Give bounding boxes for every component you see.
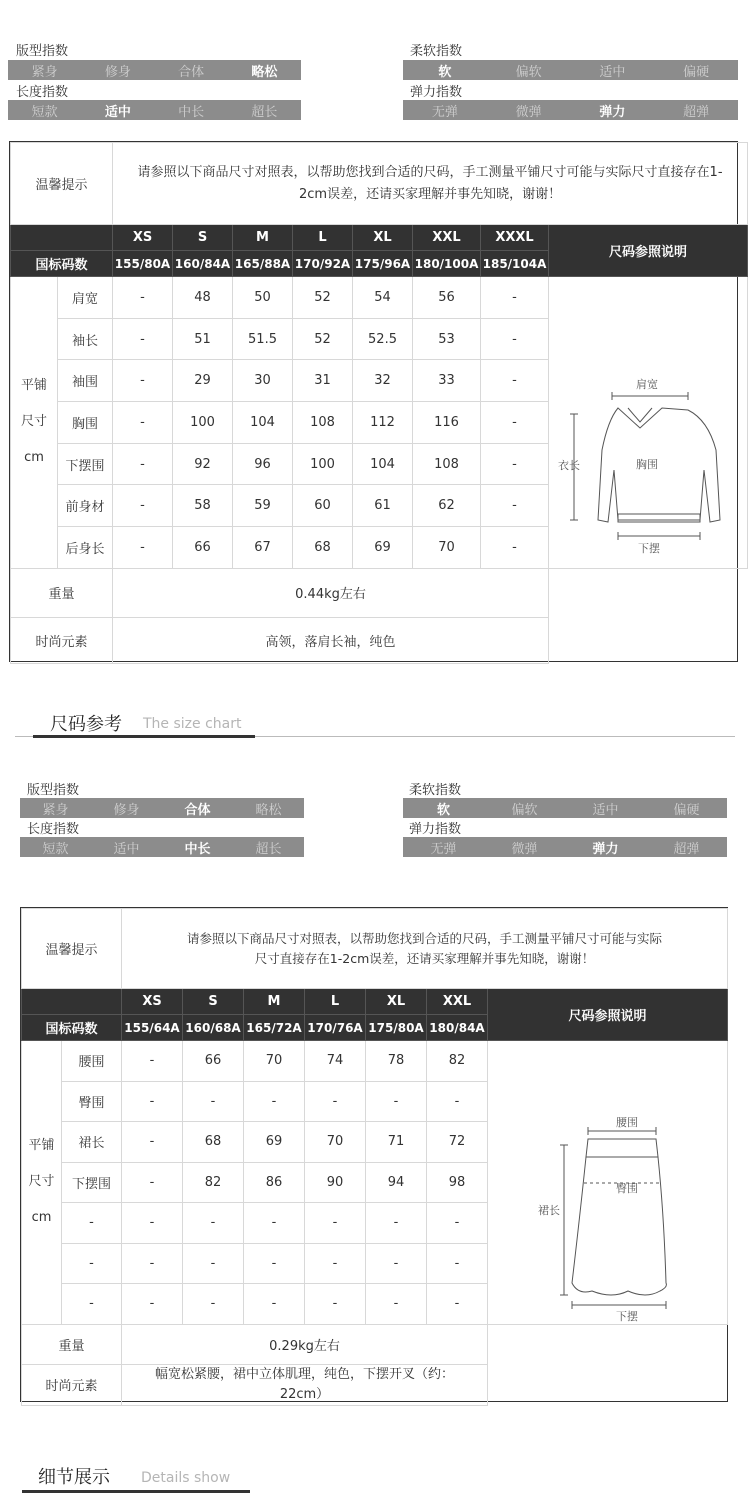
size-value-cell: -	[183, 1284, 244, 1325]
size-value-cell: -	[122, 1122, 183, 1163]
size-value-cell: 96	[233, 443, 293, 485]
size-value-cell: -	[113, 443, 173, 485]
bottom-length-bar	[20, 837, 304, 857]
row-name: 下摆围	[58, 443, 113, 485]
size-value-cell: -	[113, 277, 173, 319]
size-value-cell: 108	[293, 402, 353, 444]
index-option: 短款	[42, 841, 69, 857]
section-details-subtitle: Details show	[141, 1470, 231, 1486]
index-option: 超长	[255, 841, 282, 857]
size-value-cell: -	[427, 1284, 488, 1325]
size-value-cell: 72	[427, 1122, 488, 1163]
size-value-cell: -	[244, 1203, 305, 1244]
index-option: 偏硬	[683, 64, 710, 80]
size-value-cell: 70	[244, 1041, 305, 1082]
top-header-empty	[11, 225, 113, 251]
size-value-cell: 104	[233, 402, 293, 444]
size-value-cell: 68	[293, 527, 353, 569]
top-fit-bar	[8, 60, 301, 80]
size-value-cell: 70	[413, 527, 481, 569]
size-value-cell: -	[366, 1203, 427, 1244]
size-value-cell: -	[122, 1041, 183, 1082]
table-row	[11, 277, 748, 319]
bottom-style-value	[122, 1364, 488, 1405]
size-value-cell: -	[305, 1284, 366, 1325]
bottom-size-s: S	[183, 989, 244, 1015]
size-value-cell: -	[366, 1284, 427, 1325]
size-value-cell: 54	[353, 277, 413, 319]
flat-size-label-line: 平铺	[20, 378, 47, 394]
size-value-cell: 29	[173, 360, 233, 402]
bottom-size-xxl: XXL	[427, 989, 488, 1015]
size-value-cell: -	[113, 402, 173, 444]
size-value-cell: 52	[293, 277, 353, 319]
size-value-cell: -	[122, 1243, 183, 1284]
index-option: 略松	[255, 802, 282, 818]
size-value-cell: 82	[183, 1162, 244, 1203]
index-option: 软	[438, 64, 452, 80]
size-value-cell: -	[122, 1081, 183, 1122]
diagram-length-label: 衣长	[558, 459, 580, 472]
size-value-cell: 48	[173, 277, 233, 319]
size-value-cell: 78	[366, 1041, 427, 1082]
size-value-cell: 67	[233, 527, 293, 569]
bottom-tip-text	[122, 909, 728, 989]
size-value-cell: -	[244, 1243, 305, 1284]
row-name: 胸围	[58, 402, 113, 444]
size-value-cell: 82	[427, 1041, 488, 1082]
bottom-size-l: L	[305, 989, 366, 1015]
size-value-cell: 116	[413, 402, 481, 444]
top-national-m: 165/88A	[233, 251, 293, 277]
size-value-cell: 51.5	[233, 318, 293, 360]
bottom-national-xs: 155/64A	[122, 1015, 183, 1041]
size-value-cell: -	[113, 318, 173, 360]
diagram-skirt-length-label: 裙长	[538, 1204, 560, 1217]
top-national-l: 170/92A	[293, 251, 353, 277]
top-guide-label: 尺码参照说明	[549, 225, 748, 277]
bottom-national-l: 170/76A	[305, 1015, 366, 1041]
size-value-cell: -	[305, 1203, 366, 1244]
bottom-fit-label: 版型指数	[27, 783, 80, 798]
size-value-cell: -	[481, 402, 549, 444]
bottom-tip-line2: 尺寸直接存在1-2cm误差，还请买家理解并事先知晓，谢谢！	[254, 950, 595, 966]
top-national-xl: 175/96A	[353, 251, 413, 277]
top-length-bar	[8, 100, 301, 120]
size-value-cell: 53	[413, 318, 481, 360]
index-option: 偏软	[511, 802, 538, 818]
bottom-guide-label: 尺码参照说明	[488, 989, 728, 1041]
size-value-cell: 52.5	[353, 318, 413, 360]
top-size-s: S	[173, 225, 233, 251]
bottom-size-xl: XL	[366, 989, 427, 1015]
table-row	[22, 1041, 728, 1082]
size-value-cell: 31	[293, 360, 353, 402]
size-value-cell: 52	[293, 318, 353, 360]
top-style-label: 时尚元素	[11, 617, 113, 663]
index-option: 略松	[251, 64, 278, 80]
index-option: 弹力	[599, 104, 626, 120]
top-national-xxxl: 185/104A	[481, 251, 549, 277]
top-fit-label: 版型指数	[16, 44, 69, 59]
size-value-cell: -	[481, 527, 549, 569]
top-weight-value: 0.44kg左右	[113, 568, 549, 617]
size-value-cell: 68	[183, 1122, 244, 1163]
size-value-cell: -	[183, 1243, 244, 1284]
size-value-cell: 69	[353, 527, 413, 569]
bottom-soft-bar	[403, 798, 727, 818]
size-value-cell: 98	[427, 1162, 488, 1203]
size-value-cell: -	[113, 360, 173, 402]
size-value-cell: 90	[305, 1162, 366, 1203]
size-value-cell: 70	[305, 1122, 366, 1163]
size-value-cell: 56	[413, 277, 481, 319]
row-name: 下摆围	[62, 1162, 122, 1203]
bottom-tip-line1: 请参照以下商品尺寸对照表，以帮助您找到合适的尺码，手工测量平铺尺寸可能与实际	[187, 930, 663, 946]
flat-size-label	[11, 277, 58, 569]
diagram-hem-label: 下摆	[638, 542, 660, 555]
size-value-cell: 33	[413, 360, 481, 402]
top-weight-label: 重量	[11, 568, 113, 617]
section-size-chart-underline	[33, 735, 255, 738]
bottom-national-s: 160/68A	[183, 1015, 244, 1041]
bottom-style-line2: 22cm）	[279, 1386, 330, 1402]
diagram-chest-label: 胸围	[636, 458, 658, 471]
size-value-cell: -	[113, 485, 173, 527]
bottom-stretch-label: 弹力指数	[409, 822, 462, 837]
row-name: 袖围	[58, 360, 113, 402]
bottom-national-m: 165/72A	[244, 1015, 305, 1041]
row-name: 裙长	[62, 1122, 122, 1163]
size-value-cell: -	[481, 277, 549, 319]
top-size-xl: XL	[353, 225, 413, 251]
bottom-tip-label: 温馨提示	[22, 909, 122, 989]
row-name: -	[62, 1203, 122, 1244]
size-value-cell: -	[122, 1203, 183, 1244]
index-option: 中长	[178, 104, 205, 120]
size-value-cell: -	[122, 1162, 183, 1203]
size-value-cell: 94	[366, 1162, 427, 1203]
size-value-cell: -	[244, 1284, 305, 1325]
top-stretch-label: 弹力指数	[410, 85, 463, 100]
row-name: -	[62, 1284, 122, 1325]
size-value-cell: -	[427, 1243, 488, 1284]
size-value-cell: 108	[413, 443, 481, 485]
top-size-xxl: XXL	[413, 225, 481, 251]
size-value-cell: 112	[353, 402, 413, 444]
bottom-size-xs: XS	[122, 989, 183, 1015]
row-name: 后身长	[58, 527, 113, 569]
size-value-cell: -	[481, 360, 549, 402]
size-value-cell: 51	[173, 318, 233, 360]
size-value-cell: -	[427, 1203, 488, 1244]
top-style-value: 高领，落肩长袖，纯色	[113, 617, 549, 663]
index-option: 超弹	[683, 104, 710, 120]
size-value-cell: -	[244, 1081, 305, 1122]
row-name: 前身材	[58, 485, 113, 527]
diagram-waist-label: 腰围	[616, 1116, 638, 1129]
size-value-cell: 92	[173, 443, 233, 485]
bottom-weight-value: 0.29kg左右	[122, 1324, 488, 1364]
size-value-cell: -	[366, 1243, 427, 1284]
size-value-cell: 50	[233, 277, 293, 319]
index-option: 修身	[104, 64, 131, 80]
size-value-cell: 74	[305, 1041, 366, 1082]
size-value-cell: 66	[173, 527, 233, 569]
size-value-cell: 58	[173, 485, 233, 527]
bottom-stretch-bar	[403, 837, 727, 857]
index-option: 适中	[592, 802, 619, 818]
size-value-cell: -	[366, 1081, 427, 1122]
diagram-shoulder-label: 肩宽	[636, 378, 658, 391]
bottom-national-xl: 175/80A	[366, 1015, 427, 1041]
index-option: 微弹	[515, 104, 542, 120]
size-value-cell: -	[113, 527, 173, 569]
bottom-national-xxl: 180/84A	[427, 1015, 488, 1041]
top-national-label: 国标码数	[11, 251, 113, 277]
flat-size-label-line: cm	[24, 450, 44, 466]
size-value-cell: -	[481, 485, 549, 527]
bottom-weight-label: 重量	[22, 1324, 122, 1364]
size-value-cell: -	[305, 1243, 366, 1284]
top-size-xs: XS	[113, 225, 173, 251]
size-value-cell: 61	[353, 485, 413, 527]
size-value-cell: 71	[366, 1122, 427, 1163]
row-name: -	[62, 1243, 122, 1284]
index-option: 紧身	[31, 64, 58, 80]
index-option: 中长	[184, 841, 211, 857]
index-option: 适中	[599, 64, 626, 80]
index-option: 超长	[251, 104, 278, 120]
bottom-national-label: 国标码数	[22, 1015, 122, 1041]
section-size-chart-title: 尺码参考	[50, 714, 122, 735]
index-option: 紧身	[42, 802, 69, 818]
size-value-cell: 32	[353, 360, 413, 402]
index-option: 超弹	[673, 841, 700, 857]
top-national-s: 160/84A	[173, 251, 233, 277]
index-option: 偏软	[515, 64, 542, 80]
size-value-cell: 30	[233, 360, 293, 402]
flat-size-label	[22, 1041, 62, 1325]
size-value-cell: -	[427, 1081, 488, 1122]
bottom-length-label: 长度指数	[27, 822, 80, 837]
section-details-title: 细节展示	[38, 1467, 110, 1488]
flat-size-label-line: 尺寸	[20, 414, 47, 430]
size-value-cell: 60	[293, 485, 353, 527]
top-length-label: 长度指数	[16, 85, 69, 100]
top-soft-bar	[403, 60, 738, 80]
index-option: 偏硬	[673, 802, 700, 818]
index-option: 软	[436, 802, 450, 818]
top-stretch-bar	[403, 100, 738, 120]
index-option: 合体	[184, 802, 211, 818]
bottom-header-empty	[22, 989, 122, 1015]
index-option: 弹力	[592, 841, 619, 857]
index-option: 修身	[113, 802, 140, 818]
index-option: 无弹	[430, 841, 457, 857]
section-details-underline	[22, 1490, 250, 1493]
top-tip-text: 请参照以下商品尺寸对照表，以帮助您找到合适的尺码，手工测量平铺尺寸可能与实际尺寸直接存在1-2cm误差，还请买家理解并事先知晓，谢谢！	[113, 143, 748, 225]
top-tip-label: 温馨提示	[11, 143, 113, 225]
flat-size-label-line: 平铺	[28, 1138, 55, 1154]
top-national-xxl: 180/100A	[413, 251, 481, 277]
index-option: 适中	[113, 841, 140, 857]
top-size-xxxl: XXXL	[481, 225, 549, 251]
row-name: 肩宽	[58, 277, 113, 319]
size-value-cell: -	[305, 1081, 366, 1122]
top-national-xs: 155/80A	[113, 251, 173, 277]
size-value-cell: -	[481, 318, 549, 360]
row-name: 袖长	[58, 318, 113, 360]
size-value-cell: 100	[173, 402, 233, 444]
size-value-cell: 66	[183, 1041, 244, 1082]
bottom-size-m: M	[244, 989, 305, 1015]
index-option: 无弹	[431, 104, 458, 120]
size-value-cell: -	[481, 443, 549, 485]
row-name: 臀围	[62, 1081, 122, 1122]
size-value-cell: -	[183, 1203, 244, 1244]
size-value-cell: 62	[413, 485, 481, 527]
bottom-fit-bar	[20, 798, 304, 818]
bottom-style-label: 时尚元素	[22, 1364, 122, 1405]
size-value-cell: -	[122, 1284, 183, 1325]
index-option: 微弹	[511, 841, 538, 857]
bottom-style-line1: 幅宽松紧腰，裙中立体肌理，纯色，下摆开叉（约：	[155, 1366, 455, 1382]
diagram-hip-label: 臀围	[616, 1182, 638, 1195]
size-value-cell: 86	[244, 1162, 305, 1203]
size-value-cell: 69	[244, 1122, 305, 1163]
top-soft-label: 柔软指数	[410, 44, 463, 59]
top-size-m: M	[233, 225, 293, 251]
diagram-skirt-hem-label: 下摆	[616, 1310, 638, 1323]
size-value-cell: 59	[233, 485, 293, 527]
bottom-soft-label: 柔软指数	[409, 783, 462, 798]
index-option: 适中	[104, 104, 131, 120]
size-value-cell: -	[183, 1081, 244, 1122]
sweater-diagram	[548, 370, 733, 560]
section-size-chart-subtitle: The size chart	[143, 716, 242, 732]
flat-size-label-line: 尺寸	[28, 1174, 55, 1190]
size-value-cell: 104	[353, 443, 413, 485]
skirt-diagram	[532, 1115, 682, 1325]
size-value-cell: 100	[293, 443, 353, 485]
top-size-l: L	[293, 225, 353, 251]
index-option: 合体	[178, 64, 205, 80]
index-option: 短款	[31, 104, 58, 120]
row-name: 腰围	[62, 1041, 122, 1082]
flat-size-label-line: cm	[31, 1210, 52, 1226]
